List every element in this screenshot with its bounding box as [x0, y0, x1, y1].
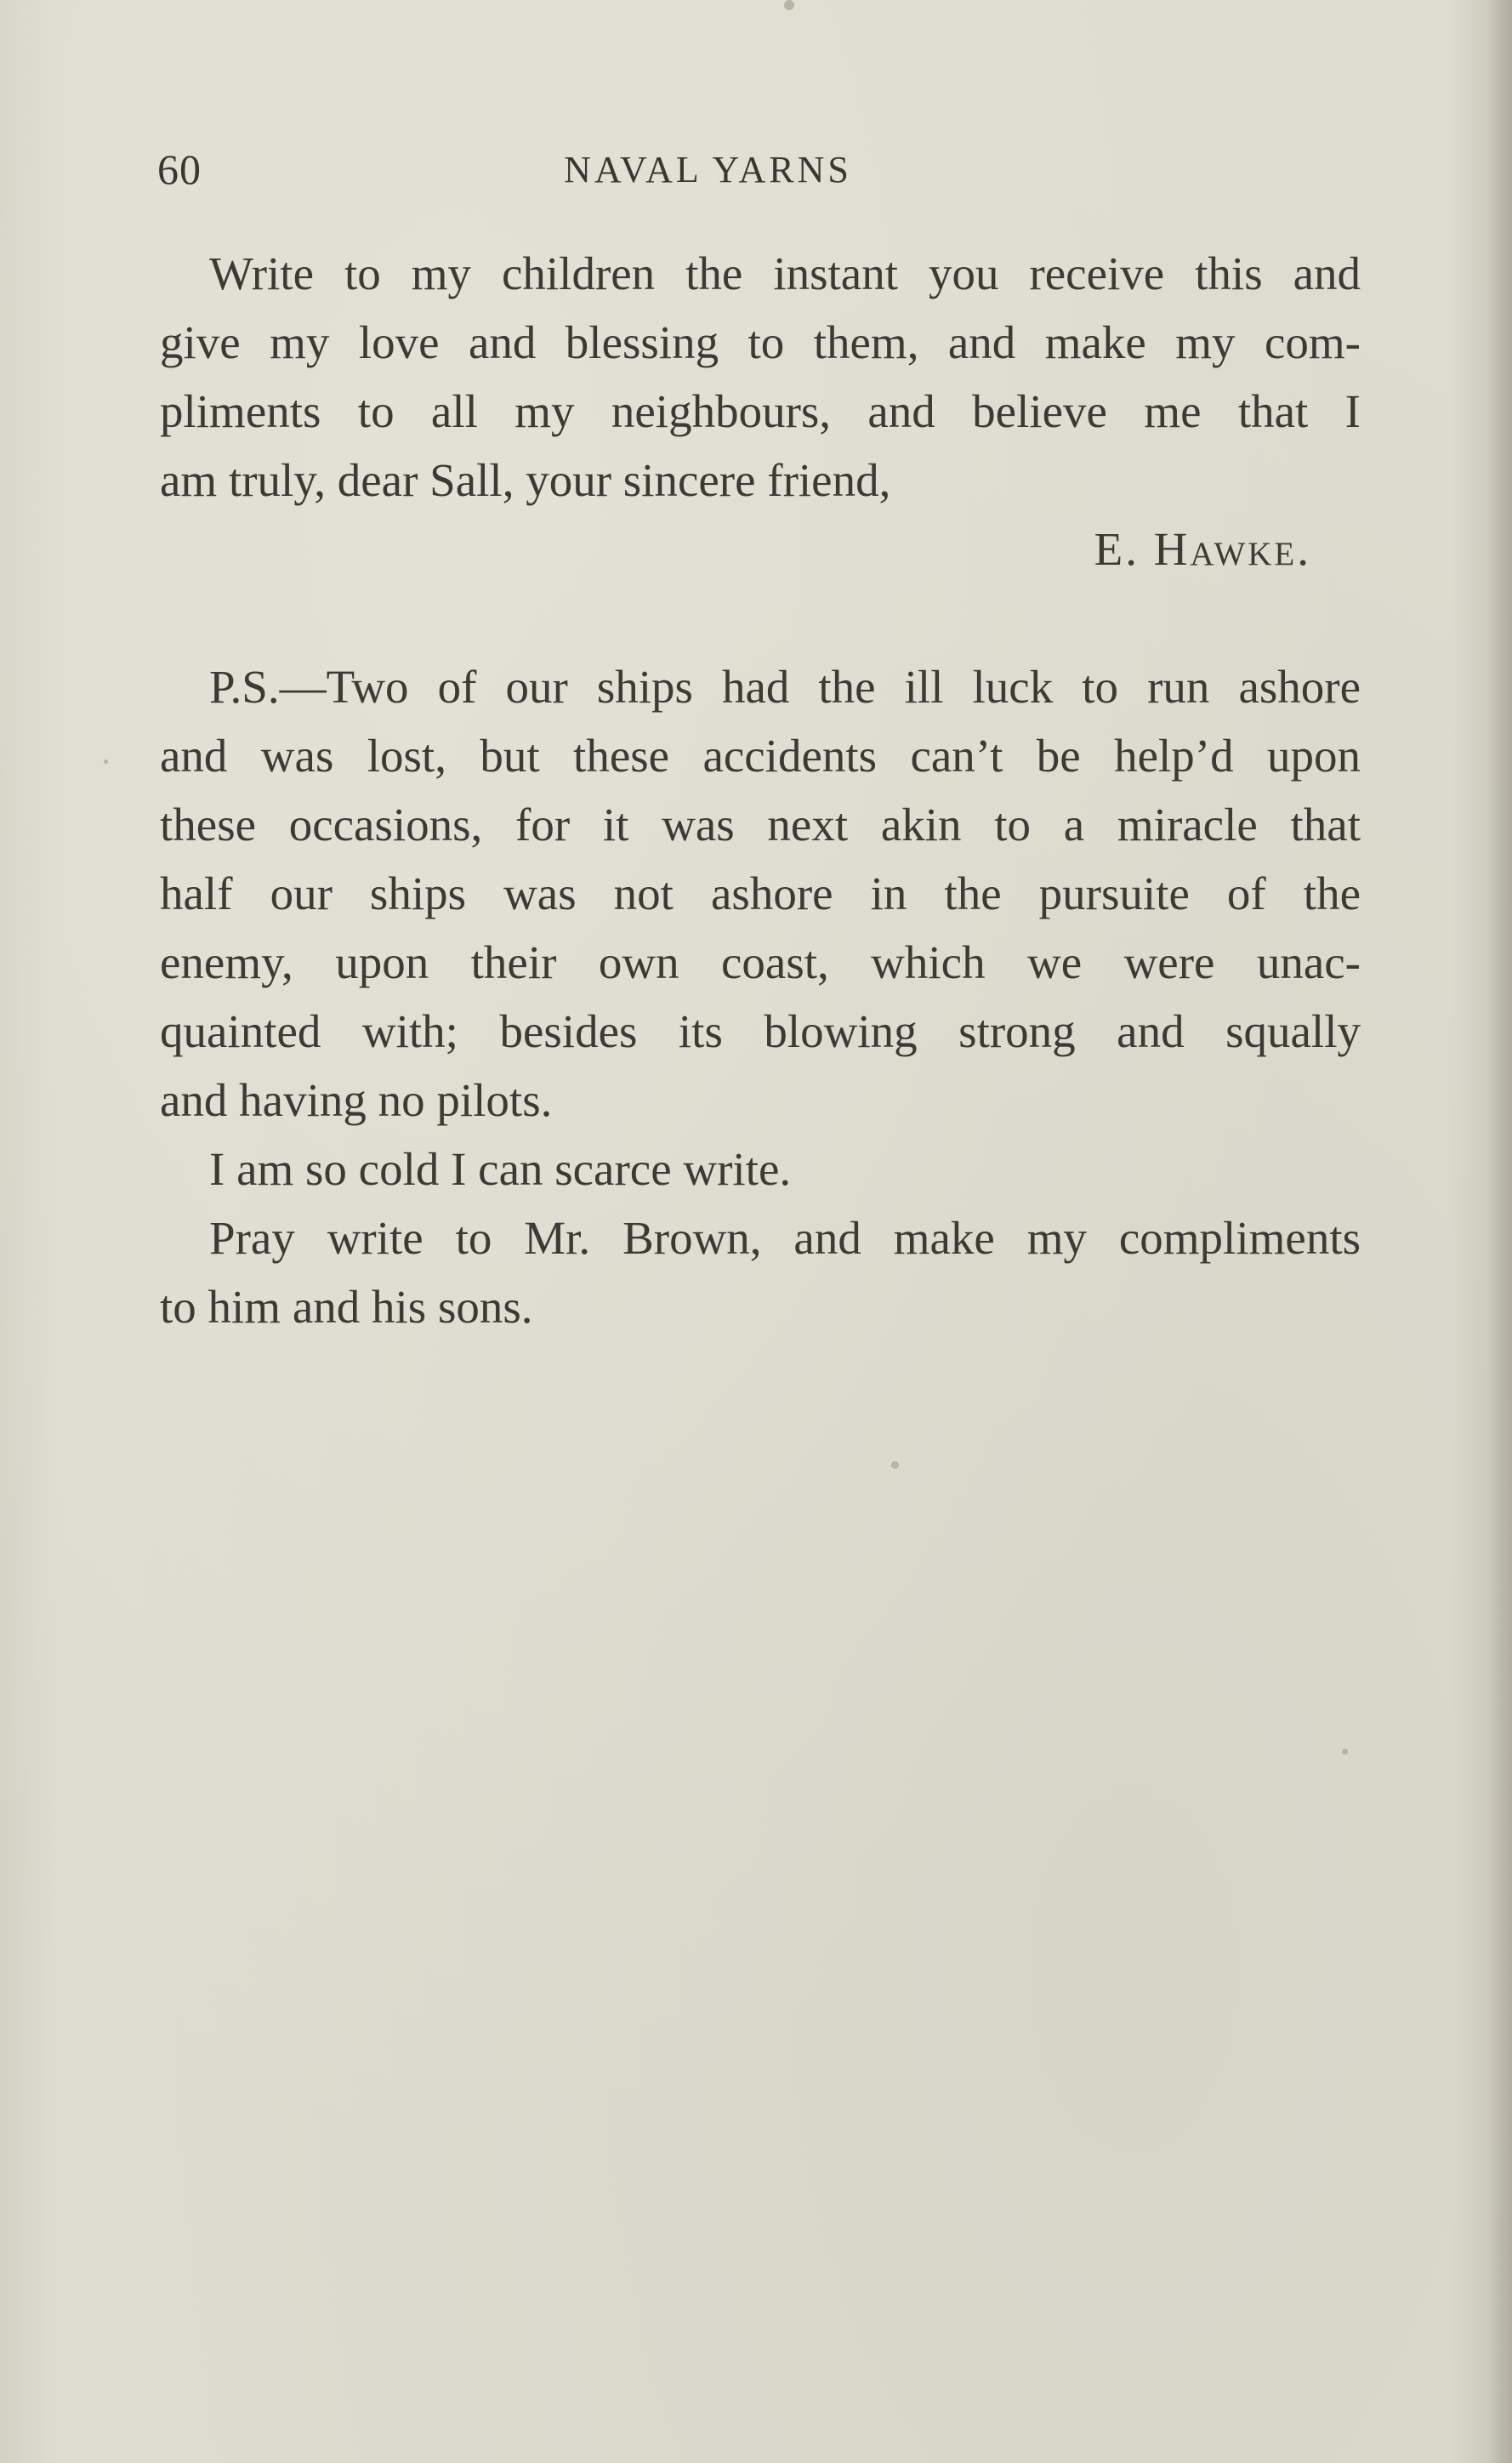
paragraph-gap	[160, 583, 1361, 652]
postscript-line: I am so cold I can scarce write.	[209, 1143, 792, 1195]
signature-text: E. Hawke.	[1094, 523, 1311, 575]
postscript-line: Pray write to Mr. Brown, and make my compliments	[209, 1212, 1361, 1264]
paper-speck	[784, 0, 794, 10]
postscript-line: half our ships was not ashore in the pursuite of the	[160, 867, 1361, 919]
signature	[160, 515, 1361, 583]
postscript-line: enemy, upon their own coast, which we were unac-	[160, 936, 1361, 988]
body-text	[160, 239, 1361, 1341]
postscript-line: and having no pilots.	[160, 1074, 553, 1126]
postscript-line: and was lost, but these accidents can’t be help’d upon	[160, 730, 1361, 782]
paper-speck	[1342, 1749, 1348, 1755]
paper-speck	[104, 759, 108, 764]
letter-line: am truly, dear Sall, your sincere friend,	[160, 454, 891, 506]
postscript-line: to him and his sons.	[160, 1281, 533, 1333]
paper-speck	[891, 1461, 899, 1469]
page-edge-shadow	[1486, 0, 1512, 2463]
postscript-line: these occasions, for it was next akin to a miracle that	[160, 799, 1361, 850]
postscript-line: quainted with; besides its blowing strong and squally	[160, 1005, 1361, 1057]
letter-line: give my love and blessing to them, and make my com-	[160, 316, 1361, 368]
letter-line: pliments to all my neighbours, and believe me that I	[160, 385, 1361, 437]
letter-line: Write to my children the instant you receive this and	[209, 247, 1361, 299]
page-number: 60	[157, 145, 202, 193]
running-title: NAVAL YARNS	[564, 149, 852, 191]
running-head	[157, 145, 1361, 204]
postscript-line: P.S.—Two of our ships had the ill luck to run ashore	[209, 661, 1361, 713]
